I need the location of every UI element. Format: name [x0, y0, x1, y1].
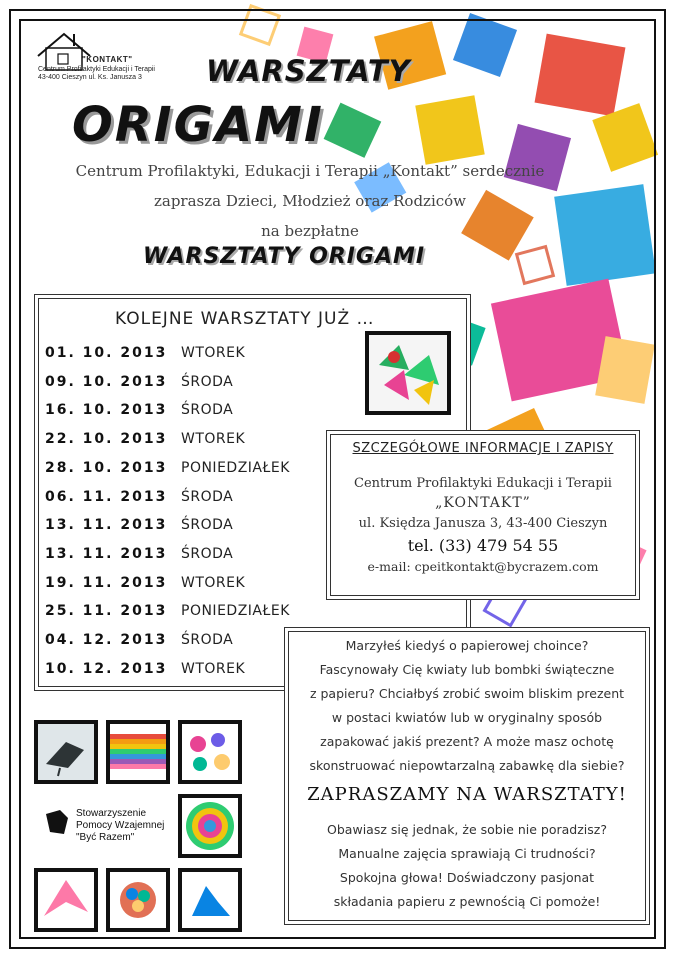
schedule-day: ŚRODA	[181, 488, 234, 505]
origami-animal-image	[182, 872, 238, 928]
paper-fan-image	[182, 798, 238, 854]
subtitle-warsztaty-origami: WARSZTATY ORIGAMI	[143, 244, 426, 269]
intro-line: na bezpłatne	[261, 222, 359, 240]
info-address: ul. Księdza Janusza 3, 43-400 Cieszyn	[358, 516, 608, 531]
description-line: zapakować jakiś prezent? A może masz ochotę	[320, 734, 614, 749]
info-box	[326, 430, 640, 600]
logo-sub-line: 43-400 Cieszyn ul. Ks. Janusza 3	[38, 74, 142, 81]
schedule-date: 19. 11. 2013	[45, 574, 168, 591]
description-line: składania papieru z pewnością Ci pomoże!	[333, 894, 601, 909]
association-line: Pomocy Wzajemnej	[76, 820, 165, 831]
paper-stack-image	[110, 724, 166, 780]
schedule-day: ŚRODA	[181, 632, 234, 648]
schedule-day: PONIEDZIAŁEK	[181, 603, 290, 620]
schedule-date: 09. 10. 2013	[45, 373, 168, 390]
logo-address	[38, 66, 155, 82]
intro-line: Centrum Profilaktyki, Edukacji i Terapii „Kontakt” serdecznie	[75, 162, 545, 180]
schedule-date: 25. 11. 2013	[45, 603, 168, 620]
origami-birds-photo	[365, 331, 451, 415]
info-phone: tel. (33) 479 54 55	[407, 536, 559, 555]
schedule-day: ŚRODA	[181, 373, 234, 390]
description-line: z papieru? Chciałbyś zrobić swoim bliskim prezent	[309, 686, 625, 701]
invite-heading: ZAPRASZAMY NA WARSZTATY!	[307, 784, 627, 805]
schedule-date: 13. 11. 2013	[45, 545, 168, 562]
schedule-date: 28. 10. 2013	[45, 459, 168, 476]
schedule-day: PONIEDZIAŁEK	[181, 459, 290, 476]
schedule-date: 04. 12. 2013	[45, 632, 168, 648]
origami-flowers-photo	[178, 720, 242, 784]
logo-sub-line: Centrum Profilaktyki Edukacji i Terapii	[38, 66, 155, 73]
schedule-date: 16. 10. 2013	[45, 402, 168, 419]
schedule-day: WTOREK	[181, 431, 246, 448]
schedule-title: KOLEJNE WARSZTATY JUŻ …	[115, 309, 375, 329]
schedule-date: 22. 10. 2013	[45, 431, 168, 448]
schedule-date: 10. 12. 2013	[45, 660, 168, 677]
schedule-date: 06. 11. 2013	[45, 488, 168, 505]
intro-line: zaprasza Dzieci, Młodzież oraz Rodziców	[153, 192, 467, 210]
info-name: „KONTAKT”	[435, 495, 531, 511]
paper-fan-photo	[178, 794, 242, 858]
kusudama-photo	[106, 868, 170, 932]
origami-animal-photo	[178, 868, 242, 932]
info-title: SZCZEGÓŁOWE INFORMACJE I ZAPISY	[352, 441, 614, 456]
origami-bird-photo	[34, 720, 98, 784]
origami-birds-image	[369, 335, 447, 411]
association-logo-icon	[44, 808, 72, 838]
schedule-day: WTOREK	[181, 574, 246, 591]
association-line: Stowarzyszenie	[76, 808, 147, 819]
pink-origami-image	[38, 872, 94, 928]
schedule-date: 13. 11. 2013	[45, 517, 168, 534]
description-box	[284, 627, 650, 925]
title-warsztaty: WARSZTATY	[206, 54, 411, 88]
schedule-day: ŚRODA	[181, 402, 234, 419]
description-line: w postaci kwiatów lub w oryginalny sposób	[331, 710, 603, 725]
paper-stack-photo	[106, 720, 170, 784]
title-origami: ORIGAMI	[72, 97, 324, 153]
schedule-day: WTOREK	[181, 660, 246, 677]
kusudama-image	[110, 872, 166, 928]
schedule-day: ŚRODA	[181, 545, 234, 562]
schedule-day: ŚRODA	[181, 517, 234, 534]
info-org: Centrum Profilaktyki Edukacji i Terapii	[354, 476, 612, 491]
logo-name: "KONTAKT"	[82, 55, 133, 64]
association-line: "Być Razem"	[76, 832, 135, 843]
description-line: Fascynowały Cię kwiaty lub bombki świąteczne	[319, 662, 615, 677]
description-line: Spokojna głowa! Doświadczony pasjonat	[339, 870, 595, 885]
pink-origami-photo	[34, 868, 98, 932]
schedule-date: 01. 10. 2013	[45, 345, 168, 361]
description-line: Obawiasz się jednak, że sobie nie poradzisz?	[327, 822, 607, 837]
origami-bird-image	[38, 724, 94, 780]
schedule-day: WTOREK	[181, 345, 246, 361]
info-email[interactable]: e-mail: cpeitkontakt@bycrazem.com	[367, 559, 599, 574]
description-line: Marzyłeś kiedyś o papierowej choince?	[345, 638, 589, 653]
description-line: skonstruować niepowtarzalną zabawkę dla siebie?	[309, 758, 625, 773]
origami-flowers-image	[182, 724, 238, 780]
association-name	[76, 808, 164, 844]
description-line: Manualne zajęcia sprawiają Ci trudności?	[338, 846, 596, 861]
